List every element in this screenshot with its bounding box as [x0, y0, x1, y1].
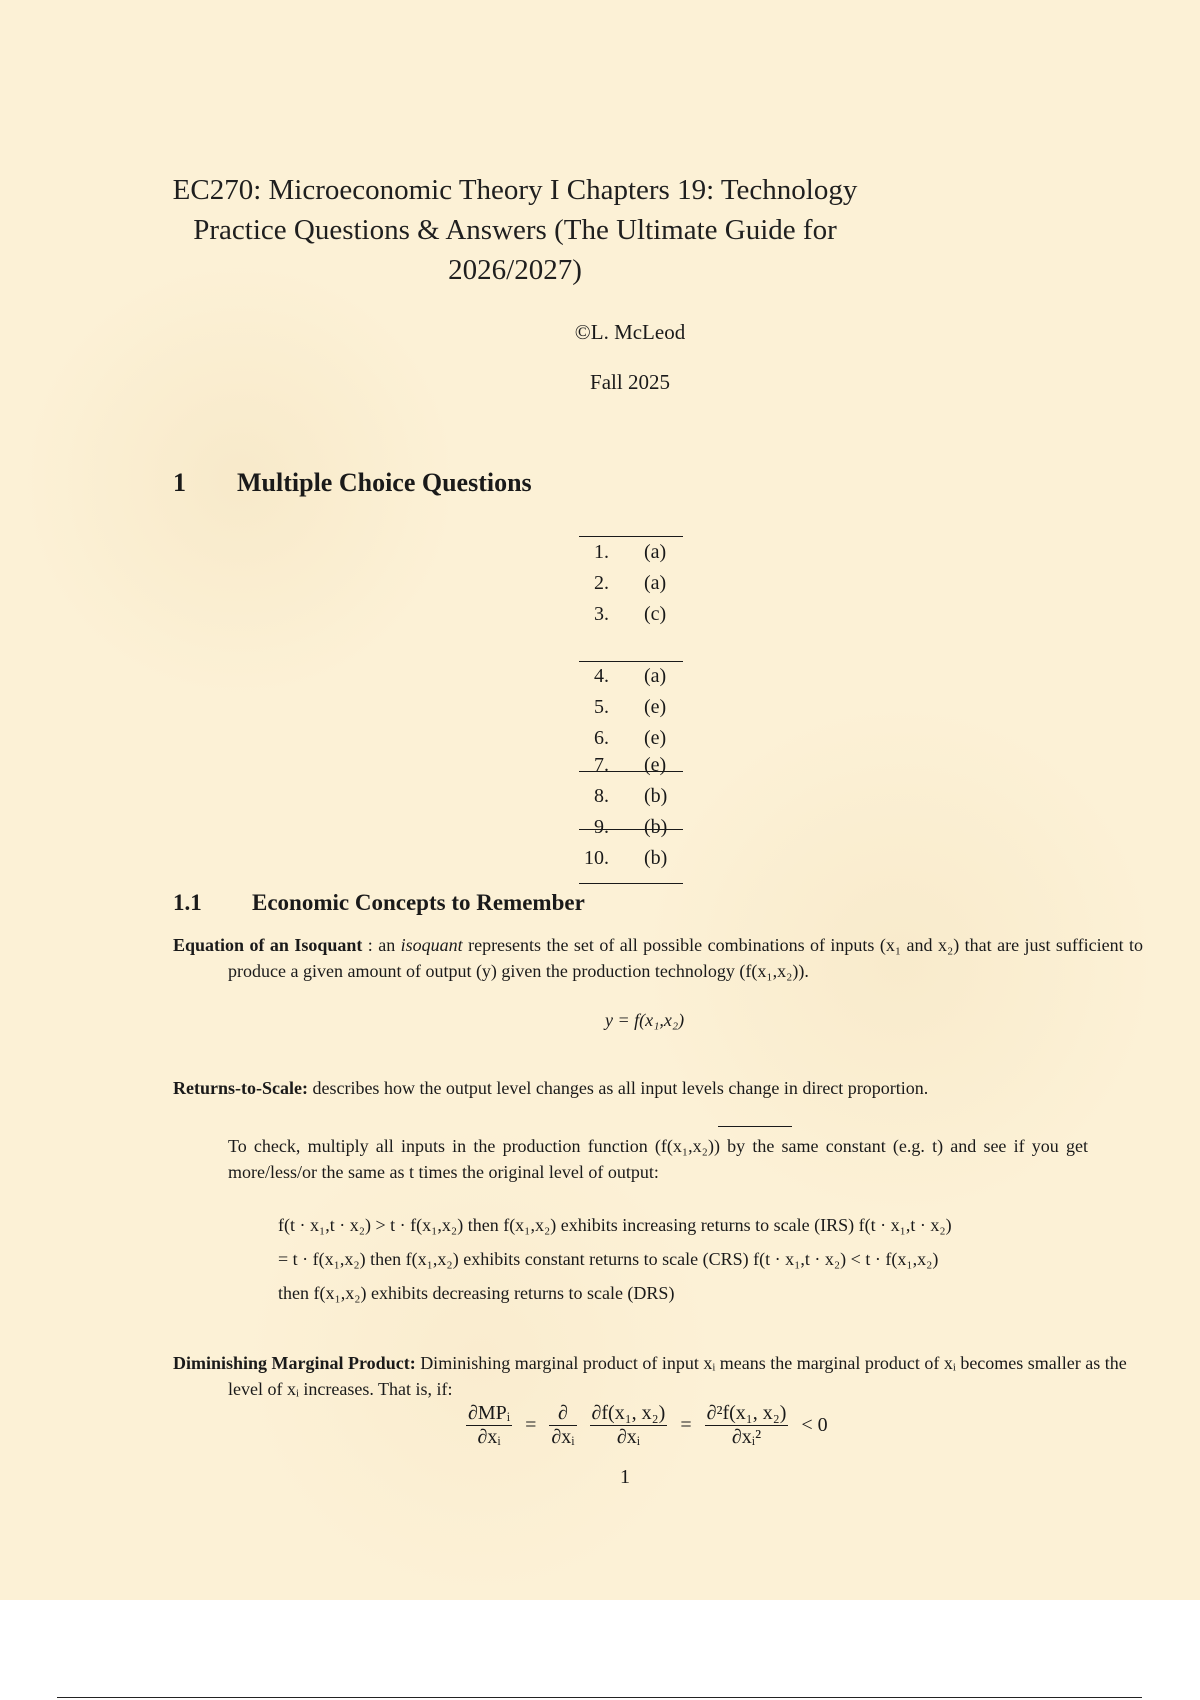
section-title: Multiple Choice Questions — [237, 468, 532, 497]
isoquant-sep: : an — [362, 935, 401, 955]
answer-table — [579, 537, 683, 874]
answer-letter: (b) — [644, 816, 668, 838]
denominator: ∂xᵢ — [551, 1426, 575, 1448]
inequality: < 0 — [801, 1414, 828, 1436]
answer-number: 2. — [594, 572, 609, 594]
table-row — [579, 750, 683, 781]
fraction — [705, 1402, 789, 1449]
section-number: 1 — [173, 468, 186, 497]
dmp-text: Diminishing marginal product of input xᵢ means the marginal product of xᵢ becomes smaller as the level of xᵢ increases. That is, if: — [228, 1353, 1127, 1399]
answer-letter: (a) — [644, 541, 667, 563]
fraction — [590, 1402, 668, 1449]
rts-definition — [173, 1075, 1088, 1101]
date: Fall 2025 — [590, 370, 670, 394]
rts-check: To check, multiply all inputs in the production function (f(x₁,x₂)) by the same constant (e.g. t) and see if you get more/less/or the same as t times the original level of output: — [228, 1136, 1088, 1182]
answer-number: 3. — [594, 603, 609, 625]
rts-line: then f(x₁,x₂) exhibits decreasing returns to scale (DRS) — [278, 1283, 675, 1303]
rts-line: = t · f(x₁,x₂) then f(x₁,x₂) exhibits constant returns to scale (CRS) f(t · x₁,t · x₂) < t · f(x₁,x₂) — [278, 1249, 939, 1269]
answer-letter: (e) — [644, 754, 667, 776]
isoquant-equation: y = f(x₁,x₂) — [605, 1010, 685, 1030]
subsection-title: Economic Concepts to Remember — [252, 890, 585, 915]
rts-term: Returns-to-Scale: — [173, 1078, 308, 1098]
table-row — [579, 692, 683, 723]
equals-sign: = — [525, 1414, 537, 1436]
fraction — [549, 1402, 576, 1449]
numerator: ∂ — [549, 1402, 576, 1426]
answer-number: 8. — [594, 785, 609, 807]
isoquant-term: Equation of an Isoquant — [173, 935, 363, 955]
answer-letter: (b) — [644, 847, 668, 869]
isoquant-text: represents the set of all possible combinations of inputs (x₁ and x₂) that are just sufficient to produce a given amount of output (y) given the production technology (f(x₁,x₂)). — [228, 935, 1143, 981]
table-row — [579, 812, 683, 843]
denominator: ∂xᵢ — [477, 1426, 501, 1448]
answer-number: 7. — [594, 754, 609, 776]
denominator: ∂xᵢ² — [731, 1426, 762, 1448]
overline-mark — [718, 1126, 792, 1127]
answer-letter: (e) — [644, 727, 667, 749]
denominator: ∂xᵢ — [616, 1426, 640, 1448]
numerator: ∂MPᵢ — [468, 1402, 511, 1424]
answer-number: 10. — [584, 847, 609, 869]
table-row — [579, 599, 683, 630]
answer-letter: (a) — [644, 665, 667, 687]
table-row — [579, 568, 683, 599]
answer-letter: (b) — [644, 785, 668, 807]
answer-letter: (c) — [644, 603, 667, 625]
answer-number: 6. — [594, 727, 609, 749]
answer-number: 4. — [594, 665, 609, 687]
dmp-equation — [462, 1402, 832, 1449]
equals-sign: = — [680, 1414, 692, 1436]
isoquant-emphasis: isoquant — [400, 935, 463, 955]
answer-number: 1. — [594, 541, 609, 563]
numerator: ∂f(x₁, x₂) — [591, 1402, 666, 1424]
table-row — [579, 843, 683, 874]
document-title: EC270: Microeconomic Theory I Chapters 19: Technology Practice Questions & Answers (The Ultimate Guide for 2026/2027) — [172, 174, 858, 286]
answer-letter: (a) — [644, 572, 667, 594]
answer-letter: (e) — [644, 696, 667, 718]
isoquant-definition — [173, 932, 1143, 984]
answer-number: 9. — [594, 816, 609, 838]
numerator: ∂²f(x₁, x₂) — [706, 1402, 787, 1424]
table-row — [579, 661, 683, 692]
rts-conditions — [278, 1208, 1058, 1310]
table-rule — [579, 883, 683, 884]
rts-text: describes how the output level changes as all input levels change in direct proportion. — [307, 1078, 929, 1098]
dmp-term: Diminishing Marginal Product: — [173, 1353, 416, 1373]
page-number: 1 — [620, 1466, 630, 1488]
footer-rule — [57, 1697, 1142, 1698]
table-row — [579, 537, 683, 568]
dmp-definition — [173, 1350, 1143, 1402]
author: ©L. McLeod — [574, 320, 686, 344]
fraction — [466, 1402, 512, 1449]
answer-number: 5. — [594, 696, 609, 718]
subsection-number: 1.1 — [173, 890, 202, 915]
rts-line: f(t · x₁,t · x₂) > t · f(x₁,x₂) then f(x₁,x₂) exhibits increasing returns to scale (IRS) f(t · x₁,t · x₂) — [278, 1215, 952, 1235]
table-row — [579, 781, 683, 812]
